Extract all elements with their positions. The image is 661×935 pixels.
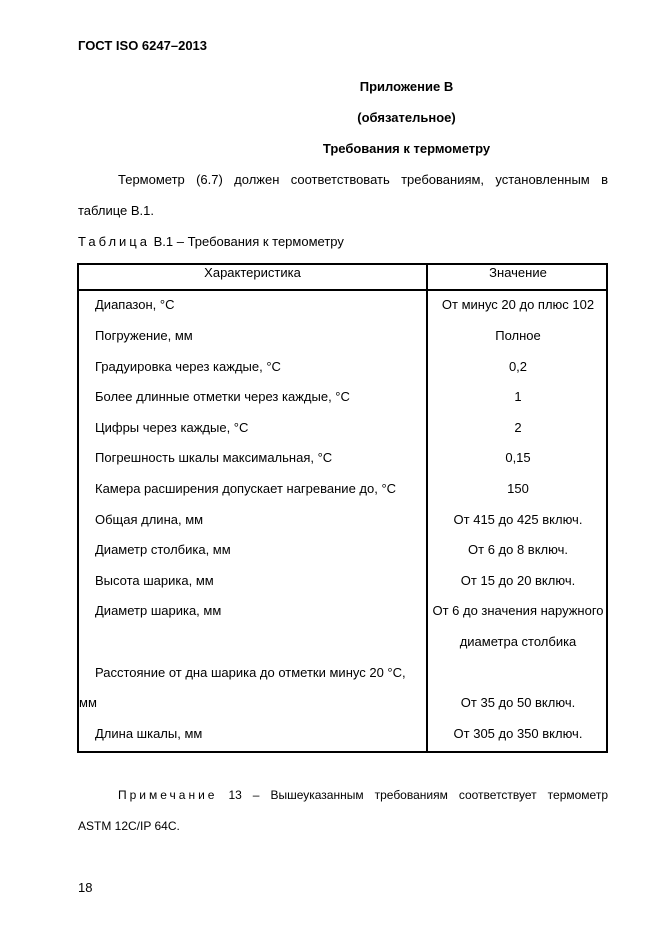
document-header: ГОСТ ISO 6247–2013 bbox=[78, 38, 208, 53]
table-cell-characteristic: Длина шкалы, мм bbox=[95, 726, 203, 741]
table-caption bbox=[78, 234, 344, 249]
table-caption-text: В.1 – Требования к термометру bbox=[149, 234, 344, 249]
table-cell-characteristic: Диаметр шарика, мм bbox=[95, 603, 222, 618]
note-label: Примечание bbox=[118, 788, 218, 802]
table-cell-characteristic: Расстояние от дна шарика до отметки минус 20 °С, bbox=[95, 665, 406, 680]
note-line-2: ASTM 12С/IP 64С. bbox=[78, 819, 180, 833]
table-cell-value: От 305 до 350 включ. bbox=[453, 726, 583, 741]
note-text: 13 – Вышеуказанным требованиям соответствует термометр bbox=[217, 788, 608, 802]
table-cell-characteristic: Погрешность шкалы максимальная, °С bbox=[95, 450, 333, 465]
table-cell-value: От 6 до значения наружного bbox=[432, 603, 604, 618]
table-cell-value: 1 bbox=[514, 389, 522, 404]
table-cell-characteristic: Погружение, мм bbox=[95, 328, 193, 343]
table-cell-characteristic-continued: мм bbox=[79, 695, 97, 710]
appendix-title: Приложение В bbox=[359, 79, 454, 94]
table-cell-value-continued: диаметра столбика bbox=[459, 634, 577, 649]
table-cell-value: От 415 до 425 включ. bbox=[453, 512, 583, 527]
table-header-value: Значение bbox=[489, 265, 547, 280]
table-cell-characteristic: Диапазон, °С bbox=[95, 297, 175, 312]
appendix-heading: Требования к термометру bbox=[322, 141, 491, 156]
table-cell-value: От 35 до 50 включ. bbox=[460, 695, 576, 710]
table-cell-characteristic: Камера расширения допускает нагревание до, °С bbox=[95, 481, 397, 496]
table-cell-characteristic: Цифры через каждые, °С bbox=[95, 420, 249, 435]
paragraph-line-2: таблице В.1. bbox=[78, 203, 155, 218]
table-cell-characteristic: Диаметр столбика, мм bbox=[95, 542, 231, 557]
table-cell-value: 150 bbox=[507, 481, 529, 496]
table-cell-value: 0,2 bbox=[508, 359, 528, 374]
table-cell-value: 2 bbox=[514, 420, 522, 435]
requirements-table bbox=[77, 263, 608, 753]
table-cell-characteristic: Высота шарика, мм bbox=[95, 573, 214, 588]
table-header-characteristic: Характеристика bbox=[204, 265, 301, 280]
table-cell-characteristic: Градуировка через каждые, °С bbox=[95, 359, 281, 374]
table-caption-label: Таблица bbox=[78, 234, 150, 249]
note-line-1 bbox=[118, 788, 608, 802]
appendix-status: (обязательное) bbox=[357, 110, 456, 125]
header-divider bbox=[79, 289, 606, 291]
table-cell-value: От 15 до 20 включ. bbox=[460, 573, 576, 588]
table-cell-value: От 6 до 8 включ. bbox=[468, 542, 568, 557]
table-cell-value: От минус 20 до плюс 102 bbox=[441, 297, 595, 312]
table-cell-value: 0,15 bbox=[505, 450, 531, 465]
table-cell-value: Полное bbox=[495, 328, 541, 343]
paragraph-line-1: Термометр (6.7) должен соответствовать требованиям, установленным в bbox=[118, 172, 608, 187]
table-cell-characteristic: Общая длина, мм bbox=[95, 512, 204, 527]
page-number: 18 bbox=[78, 880, 93, 895]
table-cell-characteristic: Более длинные отметки через каждые, °С bbox=[95, 389, 350, 404]
